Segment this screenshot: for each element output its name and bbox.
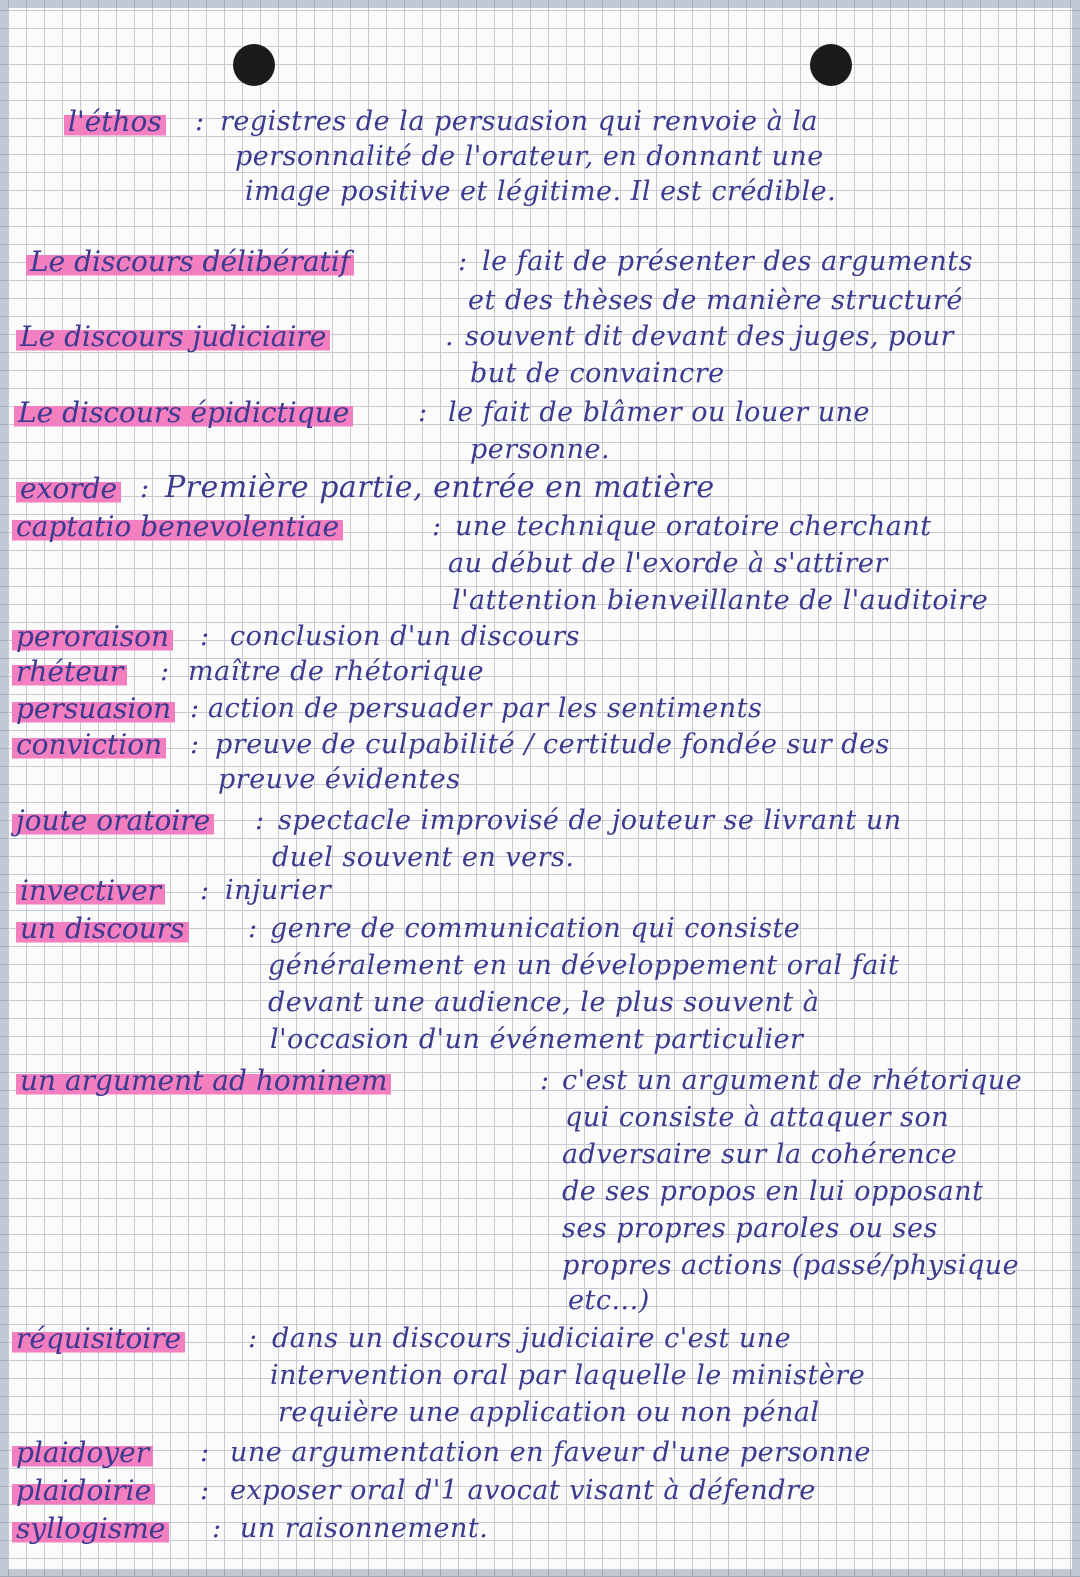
separator: : <box>200 1437 210 1468</box>
separator: : <box>248 1323 258 1354</box>
definition-line: genre de communication qui consiste <box>270 913 801 944</box>
definition-line: une technique oratoire cherchant <box>455 511 932 542</box>
definition-line: action de persuader par les sentiments <box>208 693 763 724</box>
term-discours-judiciaire: Le discours judiciaire <box>16 320 330 353</box>
term-requisitoire: réquisitoire <box>12 1322 185 1355</box>
term-conviction: conviction <box>12 728 166 761</box>
definition-line: une argumentation en faveur d'une personne <box>230 1437 871 1468</box>
definition-line: personne. <box>470 434 611 465</box>
definition-line: personnalité de l'orateur, en donnant une <box>235 141 824 172</box>
term-discours-epidictique: Le discours épidictique <box>14 396 353 429</box>
definition-line: preuve de culpabilité / certitude fondée sur des <box>215 729 890 760</box>
punch-hole-left <box>233 44 275 86</box>
definition-line: maître de rhétorique <box>188 656 485 687</box>
definition-line: le fait de blâmer ou louer une <box>448 397 871 428</box>
term-ethos: l'éthos <box>64 105 166 138</box>
separator: : <box>200 1475 210 1506</box>
definition-line: registres de la persuasion qui renvoie à la <box>220 106 819 137</box>
separator: : <box>160 656 170 687</box>
separator: : <box>200 621 210 652</box>
term-invectiver: invectiver <box>16 874 165 907</box>
term-peroraison: peroraison <box>12 620 173 653</box>
term-argument-ad-hominem: un argument ad hominem <box>16 1064 391 1097</box>
term-rheteur: rhéteur <box>12 655 127 688</box>
separator: : <box>212 1513 222 1544</box>
definition-line: généralement en un développement oral fait <box>268 950 900 981</box>
definition-line: Première partie, entrée en matière <box>165 470 715 505</box>
definition-line: but de convaincre <box>470 358 725 389</box>
separator: : <box>418 397 428 428</box>
definition-line: l'attention bienveillante de l'auditoire <box>452 585 989 616</box>
term-discours-deliberatif: Le discours délibératif <box>26 245 354 278</box>
definition-line: c'est un argument de rhétorique <box>562 1065 1023 1096</box>
separator: : <box>540 1065 550 1096</box>
definition-line: propres actions (passé/physique <box>562 1250 1020 1281</box>
definition-line: souvent dit devant des juges, pour <box>465 321 954 352</box>
definition-line: devant une audience, le plus souvent à <box>268 987 820 1018</box>
separator: . <box>445 321 455 352</box>
definition-line: et des thèses de manière structuré <box>468 285 963 316</box>
separator: : <box>248 913 258 944</box>
definition-line: intervention oral par laquelle le ministère <box>270 1360 866 1391</box>
definition-line: de ses propos en lui opposant <box>562 1176 984 1207</box>
term-exorde: exorde <box>16 472 121 505</box>
separator: : <box>140 473 150 504</box>
term-plaidoyer: plaidoyer <box>12 1436 153 1469</box>
separator: : <box>458 246 468 277</box>
separator: : <box>190 693 200 724</box>
punch-hole-right <box>810 44 852 86</box>
definition-line: injurier <box>225 875 332 906</box>
definition-line: preuve évidentes <box>218 764 461 795</box>
definition-line: requière une application ou non pénal <box>278 1397 820 1428</box>
definition-line: l'occasion d'un événement particulier <box>270 1024 804 1055</box>
definition-line: duel souvent en vers. <box>272 842 575 873</box>
separator: : <box>190 729 200 760</box>
definition-line: un raisonnement. <box>240 1513 489 1544</box>
separator: : <box>432 511 442 542</box>
term-captatio-benevolentiae: captatio benevolentiae <box>12 510 343 543</box>
definition-line: ses propres paroles ou ses <box>562 1213 938 1244</box>
definition-line: dans un discours judiciaire c'est une <box>272 1323 792 1354</box>
definition-line: etc...) <box>568 1285 650 1316</box>
definition-line: image positive et légitime. Il est crédible. <box>245 176 837 207</box>
term-persuasion: persuasion <box>12 692 175 725</box>
definition-line: exposer oral d'1 avocat visant à défendre <box>230 1475 816 1506</box>
term-joute-oratoire: joute oratoire <box>12 804 214 837</box>
term-plaidoirie: plaidoirie <box>12 1474 155 1507</box>
term-syllogisme: syllogisme <box>12 1512 169 1545</box>
definition-line: conclusion d'un discours <box>230 621 581 652</box>
separator: : <box>195 106 205 137</box>
term-un-discours: un discours <box>16 912 189 945</box>
definition-line: au début de l'exorde à s'attirer <box>448 548 888 579</box>
definition-line: adversaire sur la cohérence <box>562 1139 958 1170</box>
separator: : <box>255 805 265 836</box>
definition-line: qui consiste à attaquer son <box>565 1102 950 1133</box>
definition-line: spectacle improvisé de jouteur se livrant un <box>278 805 902 836</box>
definition-line: le fait de présenter des arguments <box>482 246 973 277</box>
separator: : <box>200 875 210 906</box>
